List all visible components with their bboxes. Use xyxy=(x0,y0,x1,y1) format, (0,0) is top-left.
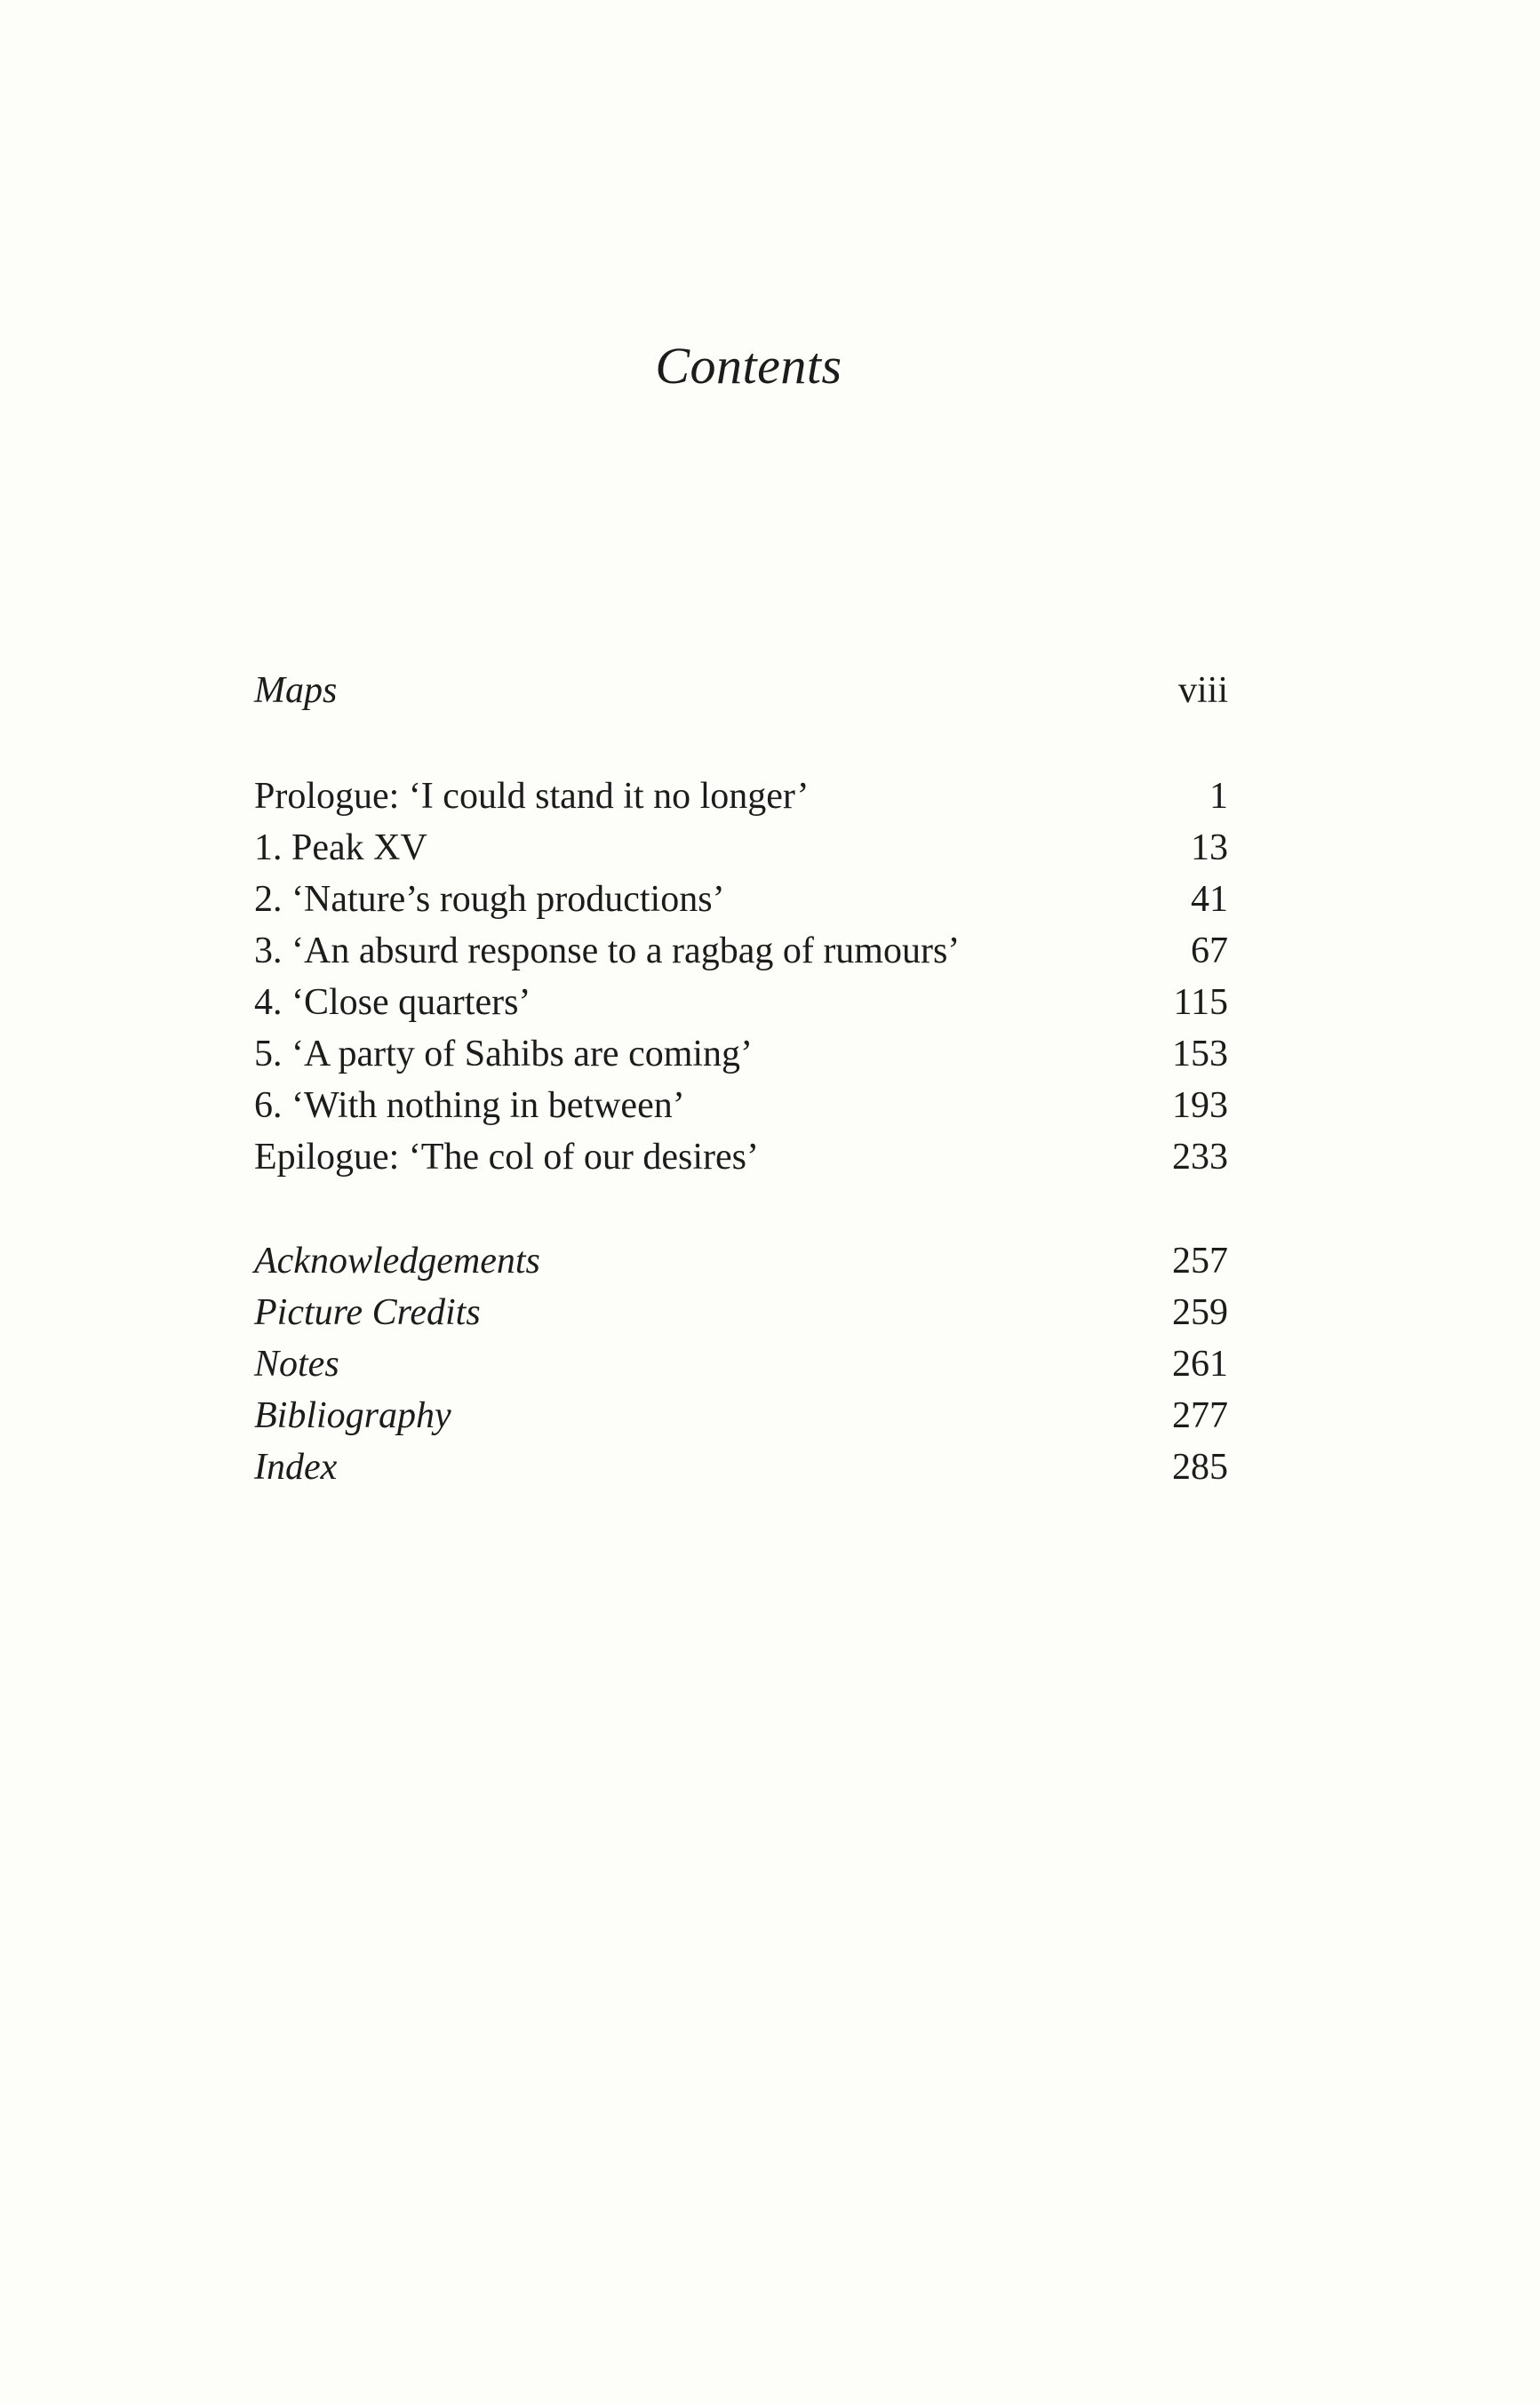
chapters-list xyxy=(254,771,1228,1183)
toc-entry-page: 41 xyxy=(1191,879,1228,920)
toc-entry-label: 5. ‘A party of Sahibs are coming’ xyxy=(254,1034,754,1074)
toc-entry-page: 193 xyxy=(1172,1085,1228,1126)
toc-entry xyxy=(254,1235,1228,1287)
toc-entry xyxy=(254,1287,1228,1338)
toc-entry-label: Maps xyxy=(254,670,338,711)
toc-entry-page: 115 xyxy=(1173,982,1228,1023)
toc-entry-label: Bibliography xyxy=(254,1395,451,1436)
toc-entry xyxy=(254,822,1228,874)
front-matter-list xyxy=(254,665,1228,716)
toc-entry xyxy=(254,665,1228,716)
toc-entry xyxy=(254,1080,1228,1131)
toc-entry xyxy=(254,1390,1228,1442)
toc-entry-label: 6. ‘With nothing in between’ xyxy=(254,1085,685,1126)
back-matter-list xyxy=(254,1235,1228,1493)
toc-entry-label: Epilogue: ‘The col of our desires’ xyxy=(254,1137,759,1178)
toc-entry xyxy=(254,1442,1228,1493)
toc-entry xyxy=(254,1338,1228,1390)
toc-entry-label: Notes xyxy=(254,1344,339,1385)
toc-entry-label: Acknowledgements xyxy=(254,1241,540,1282)
toc-entry-label: Index xyxy=(254,1447,338,1488)
toc-entry-page: 67 xyxy=(1191,930,1228,971)
toc-entry xyxy=(254,977,1228,1028)
toc-entry-page: 233 xyxy=(1172,1137,1228,1178)
toc-entry-page: 285 xyxy=(1172,1447,1228,1488)
toc-entry-page: 259 xyxy=(1172,1292,1228,1333)
toc-entry-page: viii xyxy=(1177,670,1228,711)
toc-entry-page: 1 xyxy=(1209,776,1228,817)
page-title: Contents xyxy=(655,337,842,395)
toc-entry-label: 4. ‘Close quarters’ xyxy=(254,982,531,1023)
toc-entry-label: 2. ‘Nature’s rough productions’ xyxy=(254,879,725,920)
toc-entry-page: 257 xyxy=(1172,1241,1228,1282)
toc-entry-label: 3. ‘An absurd response to a ragbag of rumours’ xyxy=(254,930,961,971)
toc-entry-label: Picture Credits xyxy=(254,1292,481,1333)
toc-entry-page: 153 xyxy=(1172,1034,1228,1074)
toc-entry-page: 261 xyxy=(1172,1344,1228,1385)
toc-entry-label: 1. Peak XV xyxy=(254,827,427,868)
toc-entry-page: 277 xyxy=(1172,1395,1228,1436)
toc-entry xyxy=(254,1131,1228,1183)
toc-entry xyxy=(254,771,1228,822)
toc-entry xyxy=(254,925,1228,977)
toc-entry xyxy=(254,874,1228,925)
toc-entry xyxy=(254,1028,1228,1080)
toc-entry-page: 13 xyxy=(1191,827,1228,868)
toc-entry-label: Prologue: ‘I could stand it no longer’ xyxy=(254,776,810,817)
